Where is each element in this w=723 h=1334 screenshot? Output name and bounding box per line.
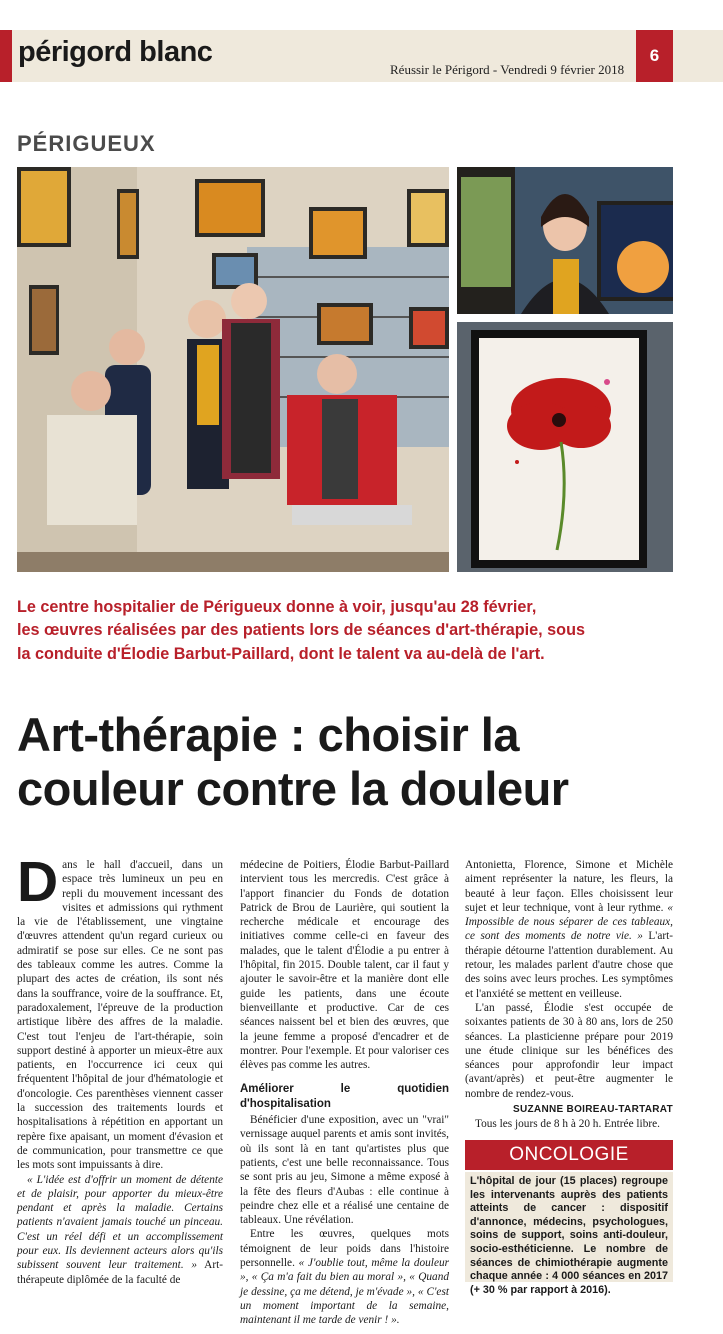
article-paragraph: Dans le hall d'accueil, dans un espace très lumineux un peu en repli du mouvement incessant des visites et admissions qui rythment la vie de l'établissement, une vingtaine d'œuvres attendent qu'un regard curieux ou admiratif se pose sur elles. Ce ne sont pas des tableaux comme les autres. Comme la plupart des actes de création, ils sont nés dans la souffrance, voire de la souffrance. Et, paradoxalement, l'épreuve de la production artistique libère des affres de la maladie. C'est tout l'enjeu de l'art-thérapie, soin support destiné à apporter un mieux-être aux patients, en l'occurrence ici ceux qui fréquentent l'hôpital de jour d'hématologie et d'oncologie. Ces parenthèses viennent casser la succession des traitements lourds et hospitalisations à répétition en apportant un repère fixe apaisant, un moment d'évasion et de communication, pour transmettre ce que les mots sont impuissants à dire. (17, 850, 223, 1172)
opening-hours: Tous les jours de 8 h à 20 h. Entrée libre. (475, 1118, 660, 1131)
city-heading: PÉRIGUEUX (17, 131, 156, 156)
article-column-3 (465, 858, 673, 1132)
oncology-box-title: ONCOLOGIE (465, 1140, 673, 1170)
headline-line: Art-thérapie : choisir la (17, 708, 519, 761)
article-paragraph: Bénéficier d'une exposition, avec un "vrai" vernissage auquel parents et amis sont invités, où ils sont là en tant qu'artistes plus que patients, c'est une belle reconnaissance. Tous se sont pris au jeu, Simone a même exposé à la fête des fleurs d'Aubas : elle continue à peindre chez elle et a réalisé une centaine de tableaux. Une révélation. (240, 1114, 449, 1227)
section-name: périgord blanc (18, 36, 213, 68)
article-paragraph: L'an passé, Élodie s'est occupée de soixantes patients de 30 à 80 ans, lors de 250 séances. La plasticienne prépare pour 2019 une étude clinique sur les bénéfices des séances pour approfondir leur impact (avant/après) et peut-être augmenter le nombre de rendez-vous. (465, 1001, 673, 1100)
article-paragraph: « L'idée est d'offrir un moment de détente et de plaisir, pour apporter du mieux-être pendant et après la maladie. Certains patients n'avaient jamais touché un pinceau. C'est un réel défi et un accomplissement pour eux. Ils deviennent acteurs alors qu'ils subissent souvent leur traitement. » Art-thérapeute diplômée de la faculté de (17, 1173, 223, 1286)
page-number: 6 (636, 30, 673, 82)
header-accent-bar (0, 30, 12, 82)
group-photo (17, 167, 449, 572)
lead-paragraph (17, 596, 677, 666)
lead-line: Le centre hospitalier de Périgueux donne à voir, jusqu'au 28 février, (17, 598, 537, 616)
article-column-1 (17, 850, 223, 1287)
article-paragraph: Entre les œuvres, quelques mots témoignent de leur poids dans l'histoire personnelle. « J'oublie tout, même la douleur », « Ça m'a fait du bien au moral », « Quand je dessine, ça me détend, je m'évade », « C'est un moment important de la semaine, maintenant il me tarde de venir ! ». (240, 1228, 449, 1327)
author-byline: SUZANNE BOIREAU-TARTARAT (513, 1104, 673, 1116)
lead-line: les œuvres réalisées par des patients lors de séances d'art-thérapie, sous (17, 621, 585, 640)
headline-line: couleur contre la douleur (17, 761, 569, 815)
oncology-box-text: L'hôpital de jour (15 places) regroupe les intervenants auprès des patients atteints de cancer : dispositif d'annonce, médecins, psychologues, soins de support, soins anti-douleur, socio-esthéticienne. Le nombre de séances de chimiothérapie augmente chaque année : 4 000 séances en 2017 (+ 30 % par rapport à 2016). (465, 1172, 673, 1282)
article-subheading: Améliorer le quotidien d'hospitalisation (240, 1083, 449, 1110)
article-paragraph-continued: médecine de Poitiers, Élodie Barbut-Paillard intervient tous les mercredis. C'est grâce à l'apport financier du Fonds de dotation Patrick de Brou de Laurière, qui soutient la recherche médicale et encourage des initiatives comme celle-ci en faveur des malades, que le talent d'Élodie a pu entrer à l'hôpital, fin 2015. Double talent, car il faut y ajouter le savoir-être et la manière dont elle guide les patients, dans une écoute bienveillante et productive. Car de ces séances naissent bel et bien des œuvres, que la jeune femme a proposé d'encadrer et de montrer. Pour l'exemple. Et pour valoriser ces élèves pas comme les autres. (240, 859, 449, 1072)
poppy-painting-photo (457, 322, 673, 572)
lead-line: la conduite d'Élodie Barbut-Paillard, dont le talent va au-delà de l'art. (17, 644, 545, 663)
publication-info: Réussir le Périgord - Vendredi 9 février 2018 (390, 62, 625, 77)
article-paragraph: Antonietta, Florence, Simone et Michèle aiment représenter la nature, les fleurs, la beauté à leur façon. Elles choisissent leur sujet et leur technique, vont à leur rythme. « Impossible de nous séparer de ces tableaux, ce sont des moments de notre vie. » L'art-thérapie détourne l'attention durablement. Au retour, les malades parlent d'autre chose que des soins avec leurs proches. Les symptômes et l'anxiété se mettent en veilleuse. (465, 859, 673, 1000)
drop-cap: D (17, 850, 59, 914)
portrait-photo (457, 167, 673, 314)
headline (17, 708, 707, 815)
article-column-2 (240, 858, 449, 1328)
